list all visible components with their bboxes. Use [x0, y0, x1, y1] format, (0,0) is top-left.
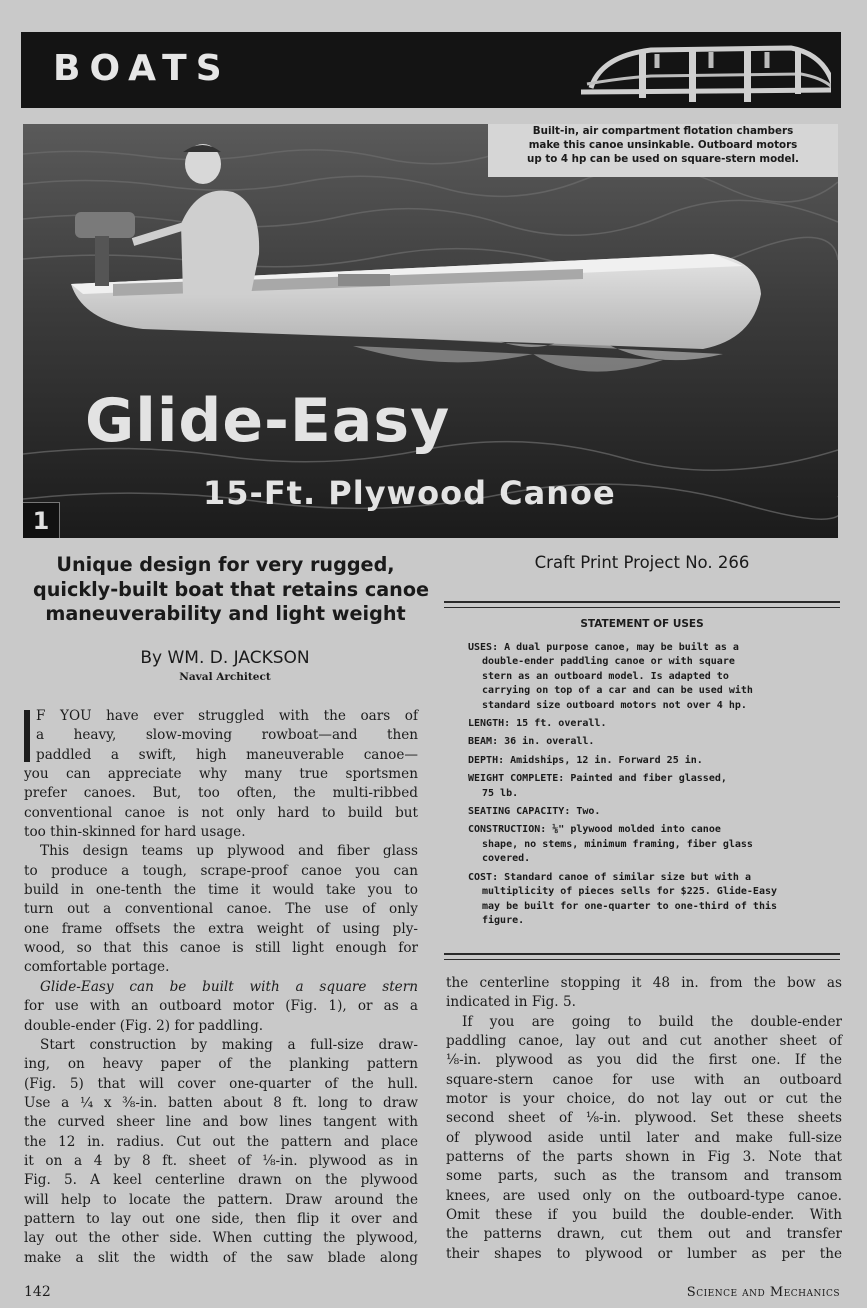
project-label: Craft Print Project No. 266 [534, 553, 750, 572]
body-line: build in one-tenth the time it would take you to [24, 882, 418, 899]
uses-line: carrying on top of a car and can be used with [482, 685, 753, 697]
body-line: paddled a swift, high maneuverable canoe— [36, 746, 418, 763]
uses-line: figure. [482, 914, 525, 926]
figure-number-badge: 1 [23, 502, 60, 538]
body-line: prefer canoes. But, too often, the multi-ribbed [24, 785, 418, 802]
uses-line: covered. [482, 853, 531, 865]
author-title: Naval Architect [179, 671, 271, 683]
byline: By WM. D. JACKSON [140, 648, 310, 668]
body-line: the patterns drawn, cut them out and transfer [446, 1226, 842, 1243]
body-line: the 12 in. radius. Cut out the pattern and place [24, 1133, 418, 1150]
body-line: make a slit the width of the saw blade along [24, 1249, 418, 1266]
deck-line: quickly-built boat that retains canoe [33, 577, 430, 601]
uses-line: BEAM: 36 in. overall. [468, 736, 595, 748]
uses-line: USES: A dual purpose canoe, may be built as a [468, 642, 739, 653]
caption-line: make this canoe unsinkable. Outboard motors [528, 139, 798, 151]
section-title: BOATS [53, 48, 231, 89]
deck-line: maneuverability and light weight [45, 602, 406, 625]
body-line: ⅛-in. plywood as you did the first one. If the [446, 1052, 842, 1069]
body-line: some parts, such as the transom and transom [446, 1168, 842, 1185]
body-line: a heavy, slow-moving rowboat—and then [36, 727, 418, 744]
uses-line: 75 lb. [482, 787, 519, 799]
body-line: too thin-skinned for hard usage. [24, 824, 246, 841]
uses-line: may be built for one-quarter to one-third of this [482, 900, 778, 912]
photo-caption [488, 124, 838, 177]
body-line: the curved sheer line and bow lines tangent with [24, 1114, 418, 1131]
uses-line: LENGTH: 15 ft. overall. [468, 718, 607, 730]
uses-line: SEATING CAPACITY: Two. [468, 806, 601, 818]
body-line: paddling canoe, lay out and cut another sheet of [446, 1033, 842, 1050]
canoe-photo [23, 124, 838, 538]
body-line: for use with an outboard motor (Fig. 1), or as a [24, 998, 418, 1015]
uses-line: double-ender paddling canoe or with square [482, 656, 735, 668]
body-line: patterns of the parts shown in Fig 3. Note that [446, 1149, 842, 1166]
body-line: Omit these if you build the double-ender. With [446, 1207, 842, 1224]
body-line: Start construction by making a full-size draw- [40, 1036, 418, 1053]
body-line: turn out a conventional canoe. The use of only [24, 901, 418, 918]
top-rule [444, 601, 840, 608]
body-line: motor is your choice, do not lay out or cut the [446, 1091, 842, 1108]
body-line: Glide-Easy can be built with a square stern [40, 978, 418, 995]
body-line: pattern to lay out one side, then flip it over and [24, 1210, 418, 1227]
caption-line: Built-in, air compartment flotation chambers [532, 125, 794, 137]
body-line: you can appreciate why many true sportsmen [24, 766, 418, 783]
body-column-left [24, 707, 418, 1268]
body-line: one frame offsets the extra weight of using ply- [24, 920, 418, 937]
body-line: knees, are used only on the outboard-type canoe. [446, 1187, 842, 1204]
body-line: second sheet of ⅛-in. plywood. Set these sheets [446, 1110, 842, 1127]
body-line: Use a ¼ x ⅜-in. batten about 8 ft. long to draw [24, 1094, 418, 1111]
uses-line: DEPTH: Amidships, 12 in. Forward 25 in. [468, 754, 703, 766]
body-line: F YOU have ever struggled with the oars of [36, 708, 418, 724]
uses-line: multiplicity of pieces sells for $225. Glide-Easy [482, 886, 778, 898]
body-line: ing, on heavy paper of the planking pattern [24, 1056, 418, 1073]
uses-line: stern as an outboard model. Is adapted to [482, 670, 729, 682]
body-line: wood, so that this canoe is still light enough for [24, 940, 418, 957]
body-line: (Fig. 5) that will cover one-quarter of the hull. [24, 1075, 418, 1092]
uses-body [468, 641, 818, 928]
page-number: 142 [24, 1284, 51, 1300]
body-line: lay out the other side. When cutting the plywood, [24, 1230, 418, 1247]
deck-line: Unique design for very rugged, [56, 553, 395, 576]
body-line: the centerline stopping it 48 in. from the bow as [446, 975, 842, 991]
body-line: it on a 4 by 8 ft. sheet of ⅛-in. plywood as in [24, 1152, 418, 1169]
canoe-frame-icon [561, 38, 831, 102]
uses-line: WEIGHT COMPLETE: Painted and fiber glassed, [468, 773, 727, 785]
caption-line: up to 4 hp can be used on square-stern model. [527, 153, 799, 165]
body-line: of plywood aside until later and make full-size [446, 1129, 842, 1146]
body-line: Fig. 5. A keel centerline drawn on the plywood [24, 1172, 418, 1189]
body-line: will help to locate the pattern. Draw around the [24, 1191, 418, 1208]
body-line: double-ender (Fig. 2) for paddling. [24, 1017, 264, 1034]
body-line: square-stern canoe for use with an outboard [446, 1071, 842, 1088]
body-line: comfortable portage. [24, 959, 170, 976]
body-column-right [446, 974, 842, 1264]
body-line: conventional canoe is not only hard to build but [24, 804, 418, 821]
uses-line: standard size outboard motors not over 4 hp. [482, 699, 747, 711]
magazine-name: Science and Mechanics [686, 1285, 840, 1300]
drop-cap-i [24, 710, 30, 762]
subheadline: 15-Ft. Plywood Canoe [203, 474, 616, 512]
body-line: If you are going to build the double-ender [462, 1013, 842, 1030]
body-line: This design teams up plywood and fiber glass [40, 843, 418, 860]
uses-line: shape, no stems, minimum framing, fiber glass [482, 838, 753, 850]
bottom-rule [444, 953, 840, 960]
uses-line: CONSTRUCTION: ⅛" plywood molded into canoe [468, 824, 721, 836]
uses-line: COST: Standard canoe of similar size but with a [468, 871, 751, 883]
headline: Glide-Easy [85, 386, 451, 456]
statement-of-uses [444, 601, 840, 959]
body-line: to produce a tough, scrape-proof canoe you can [24, 862, 418, 879]
body-line: their shapes to plywood or lumber as per the [446, 1245, 842, 1262]
section-header-bar [21, 32, 841, 108]
body-line: indicated in Fig. 5. [446, 994, 576, 1011]
uses-heading: STATEMENT OF USES [580, 618, 704, 630]
deck [33, 553, 430, 627]
